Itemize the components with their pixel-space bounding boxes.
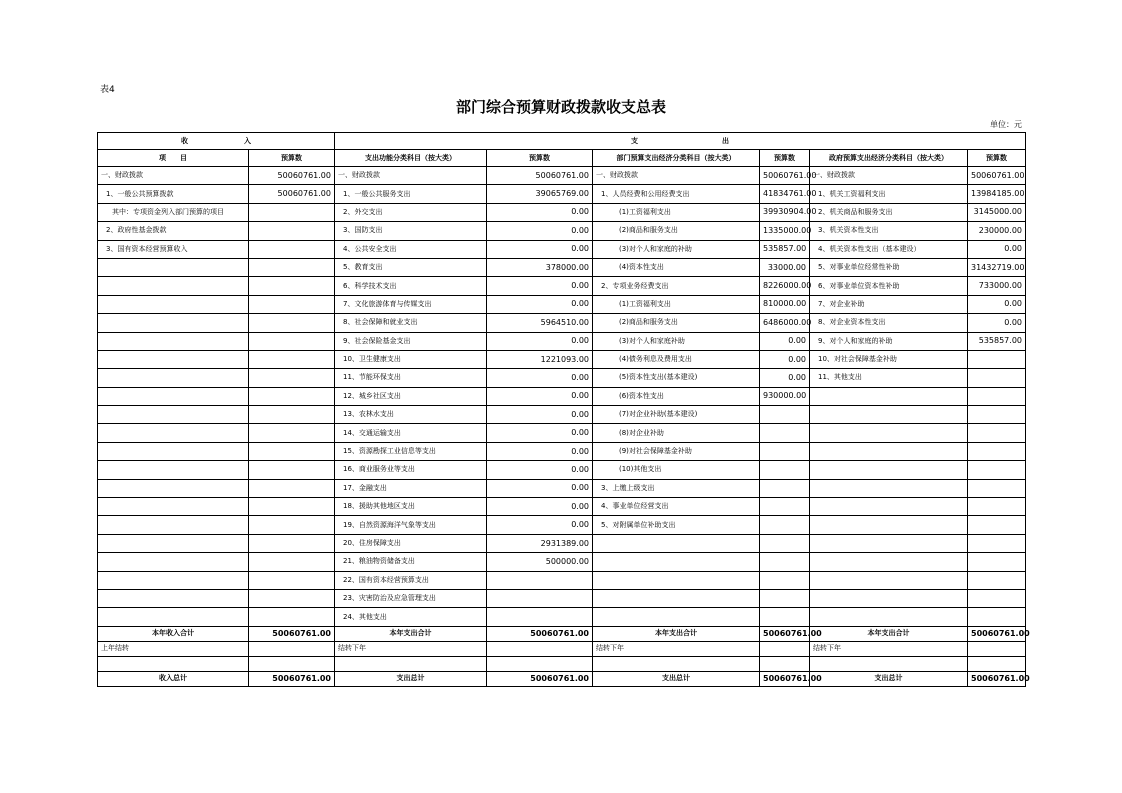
dept-economic-budget-cell: 33000.00 bbox=[760, 258, 810, 276]
income-budget-cell bbox=[249, 461, 335, 479]
gov-economic-budget-cell: 50060761.00 bbox=[968, 167, 1026, 185]
function-budget-cell bbox=[487, 641, 593, 656]
gov-economic-budget-cell: 230000.00 bbox=[968, 222, 1026, 240]
income-budget-cell bbox=[249, 406, 335, 424]
income-budget-cell bbox=[249, 203, 335, 221]
function-budget-cell: 0.00 bbox=[487, 424, 593, 442]
table-row bbox=[98, 608, 1026, 626]
function-budget-cell: 0.00 bbox=[487, 369, 593, 387]
table-row bbox=[98, 442, 1026, 460]
dept-economic-item-cell: (7)对企业补助(基本建设) bbox=[593, 406, 760, 424]
function-item-cell bbox=[335, 656, 487, 671]
function-budget-cell: 0.00 bbox=[487, 498, 593, 516]
dept-economic-item-cell: 4、事业单位经营支出 bbox=[593, 498, 760, 516]
gov-economic-budget-cell bbox=[968, 479, 1026, 497]
table-row bbox=[98, 222, 1026, 240]
income-item-cell bbox=[98, 516, 249, 534]
income-budget-cell bbox=[249, 553, 335, 571]
dept-economic-budget-cell: 0.00 bbox=[760, 369, 810, 387]
gov-economic-item-cell: 3、机关资本性支出 bbox=[810, 222, 968, 240]
function-budget-cell: 0.00 bbox=[487, 442, 593, 460]
function-budget-cell: 0.00 bbox=[487, 387, 593, 405]
income-item-cell bbox=[98, 589, 249, 607]
function-budget-cell: 50060761.00 bbox=[487, 167, 593, 185]
gov-economic-budget-cell: 0.00 bbox=[968, 314, 1026, 332]
income-budget-cell: 50060761.00 bbox=[249, 185, 335, 203]
gov-economic-item-cell: 本年支出合计 bbox=[810, 626, 968, 641]
income-budget-cell: 50060761.00 bbox=[249, 626, 335, 641]
income-budget-cell bbox=[249, 571, 335, 589]
function-budget-cell: 0.00 bbox=[487, 461, 593, 479]
table-row bbox=[98, 479, 1026, 497]
function-budget-cell bbox=[487, 608, 593, 626]
function-item-cell: 18、援助其他地区支出 bbox=[335, 498, 487, 516]
col-header-budget: 预算数 bbox=[249, 150, 335, 167]
function-item-cell: 4、公共安全支出 bbox=[335, 240, 487, 258]
income-budget-cell bbox=[249, 641, 335, 656]
function-item-cell: 14、交通运输支出 bbox=[335, 424, 487, 442]
year-total-row bbox=[98, 626, 1026, 641]
income-item-cell: 1、一般公共预算拨款 bbox=[98, 185, 249, 203]
gov-economic-budget-cell bbox=[968, 589, 1026, 607]
function-budget-cell: 0.00 bbox=[487, 332, 593, 350]
function-item-cell: 24、其他支出 bbox=[335, 608, 487, 626]
gov-economic-budget-cell bbox=[968, 553, 1026, 571]
dept-economic-budget-cell: 50060761.00 bbox=[760, 671, 810, 686]
table-row bbox=[98, 295, 1026, 313]
gov-economic-budget-cell bbox=[968, 516, 1026, 534]
dept-economic-budget-cell bbox=[760, 534, 810, 552]
gov-economic-item-cell bbox=[810, 534, 968, 552]
dept-economic-budget-cell: 50060761.00 bbox=[760, 167, 810, 185]
function-item-cell: 支出总计 bbox=[335, 671, 487, 686]
dept-economic-item-cell: (2)商品和服务支出 bbox=[593, 222, 760, 240]
income-item-cell bbox=[98, 387, 249, 405]
dept-economic-item-cell bbox=[593, 534, 760, 552]
income-header: 收 入 bbox=[98, 133, 335, 150]
dept-economic-item-cell: (9)对社会保障基金补助 bbox=[593, 442, 760, 460]
gov-economic-item-cell: 11、其他支出 bbox=[810, 369, 968, 387]
dept-economic-budget-cell bbox=[760, 424, 810, 442]
table-row bbox=[98, 424, 1026, 442]
dept-economic-item-cell: (3)对个人和家庭补助 bbox=[593, 332, 760, 350]
dept-economic-item-cell: 5、对附属单位补助支出 bbox=[593, 516, 760, 534]
dept-economic-item-cell: (10)其他支出 bbox=[593, 461, 760, 479]
gov-economic-item-cell: 1、机关工资福利支出 bbox=[810, 185, 968, 203]
unit-label: 单位：元 bbox=[990, 120, 1022, 129]
dept-economic-budget-cell: 930000.00 bbox=[760, 387, 810, 405]
function-budget-cell: 0.00 bbox=[487, 479, 593, 497]
dept-economic-budget-cell bbox=[760, 406, 810, 424]
income-budget-cell bbox=[249, 369, 335, 387]
gov-economic-item-cell: 5、对事业单位经常性补助 bbox=[810, 258, 968, 276]
col-header-gov-economic: 政府预算支出经济分类科目（按大类） bbox=[810, 150, 968, 167]
gov-economic-budget-cell: 535857.00 bbox=[968, 332, 1026, 350]
gov-economic-budget-cell bbox=[968, 461, 1026, 479]
table-row bbox=[98, 350, 1026, 368]
function-item-cell: 22、国有资本经营预算支出 bbox=[335, 571, 487, 589]
income-budget-cell bbox=[249, 479, 335, 497]
dept-economic-budget-cell bbox=[760, 553, 810, 571]
gov-economic-budget-cell bbox=[968, 571, 1026, 589]
dept-economic-item-cell: 结转下年 bbox=[593, 641, 760, 656]
income-item-cell bbox=[98, 369, 249, 387]
dept-economic-budget-cell: 8226000.00 bbox=[760, 277, 810, 295]
gov-economic-budget-cell: 50060761.00 bbox=[968, 671, 1026, 686]
function-budget-cell: 0.00 bbox=[487, 277, 593, 295]
income-item-cell bbox=[98, 258, 249, 276]
table-row bbox=[98, 277, 1026, 295]
table-row bbox=[98, 332, 1026, 350]
table-label: 表4 bbox=[100, 85, 115, 95]
function-item-cell: 9、社会保险基金支出 bbox=[335, 332, 487, 350]
dept-economic-item-cell: 本年支出合计 bbox=[593, 626, 760, 641]
income-budget-cell bbox=[249, 387, 335, 405]
gov-economic-item-cell bbox=[810, 461, 968, 479]
income-budget-cell bbox=[249, 332, 335, 350]
function-budget-cell bbox=[487, 571, 593, 589]
table-row bbox=[98, 553, 1026, 571]
budget-table bbox=[97, 132, 1030, 687]
gov-economic-budget-cell: 3145000.00 bbox=[968, 203, 1026, 221]
income-item-cell bbox=[98, 332, 249, 350]
income-item-cell bbox=[98, 553, 249, 571]
dept-economic-budget-cell: 41834761.00 bbox=[760, 185, 810, 203]
dept-economic-item-cell bbox=[593, 656, 760, 671]
income-item-cell bbox=[98, 479, 249, 497]
col-header-budget: 预算数 bbox=[487, 150, 593, 167]
gov-economic-budget-cell: 0.00 bbox=[968, 240, 1026, 258]
gov-economic-budget-cell: 733000.00 bbox=[968, 277, 1026, 295]
function-item-cell: 2、外交支出 bbox=[335, 203, 487, 221]
function-item-cell: 11、节能环保支出 bbox=[335, 369, 487, 387]
dept-economic-item-cell: (1)工资福利支出 bbox=[593, 295, 760, 313]
table-row bbox=[98, 571, 1026, 589]
gov-economic-item-cell: 支出总计 bbox=[810, 671, 968, 686]
gov-economic-item-cell bbox=[810, 424, 968, 442]
col-header-budget: 预算数 bbox=[760, 150, 810, 167]
function-budget-cell: 5964510.00 bbox=[487, 314, 593, 332]
income-budget-cell bbox=[249, 314, 335, 332]
table-row bbox=[98, 167, 1026, 185]
dept-economic-item-cell: (1)工资福利支出 bbox=[593, 203, 760, 221]
function-item-cell: 17、金融支出 bbox=[335, 479, 487, 497]
gov-economic-item-cell: 结转下年 bbox=[810, 641, 968, 656]
function-item-cell: 结转下年 bbox=[335, 641, 487, 656]
function-item-cell: 3、国防支出 bbox=[335, 222, 487, 240]
dept-economic-budget-cell: 50060761.00 bbox=[760, 626, 810, 641]
col-header-item: 项 目 bbox=[98, 150, 249, 167]
income-budget-cell bbox=[249, 222, 335, 240]
income-item-cell bbox=[98, 424, 249, 442]
gov-economic-item-cell: 2、机关商品和服务支出 bbox=[810, 203, 968, 221]
income-item-cell bbox=[98, 406, 249, 424]
income-item-cell: 3、国有资本经营预算收入 bbox=[98, 240, 249, 258]
income-item-cell: 其中：专项资金列入部门预算的项目 bbox=[98, 203, 249, 221]
income-budget-cell bbox=[249, 295, 335, 313]
income-item-cell: 一、财政拨款 bbox=[98, 167, 249, 185]
income-budget-cell bbox=[249, 442, 335, 460]
income-budget-cell bbox=[249, 350, 335, 368]
dept-economic-budget-cell bbox=[760, 571, 810, 589]
function-item-cell: 5、教育支出 bbox=[335, 258, 487, 276]
function-budget-cell: 500000.00 bbox=[487, 553, 593, 571]
header-group-row bbox=[98, 133, 1026, 150]
gov-economic-item-cell: 4、机关资本性支出（基本建设） bbox=[810, 240, 968, 258]
dept-economic-item-cell: (5)资本性支出(基本建设) bbox=[593, 369, 760, 387]
income-budget-cell bbox=[249, 589, 335, 607]
function-item-cell: 本年支出合计 bbox=[335, 626, 487, 641]
blank-row bbox=[98, 656, 1026, 671]
dept-economic-budget-cell bbox=[760, 461, 810, 479]
income-budget-cell bbox=[249, 656, 335, 671]
table-row bbox=[98, 369, 1026, 387]
gov-economic-item-cell: 一、财政拨款 bbox=[810, 167, 968, 185]
function-item-cell: 一、财政拨款 bbox=[335, 167, 487, 185]
table-row bbox=[98, 258, 1026, 276]
dept-economic-item-cell bbox=[593, 589, 760, 607]
gov-economic-item-cell: 7、对企业补助 bbox=[810, 295, 968, 313]
function-budget-cell: 0.00 bbox=[487, 203, 593, 221]
dept-economic-item-cell bbox=[593, 571, 760, 589]
function-budget-cell bbox=[487, 589, 593, 607]
gov-economic-budget-cell: 0.00 bbox=[968, 295, 1026, 313]
table-row bbox=[98, 387, 1026, 405]
function-item-cell: 13、农林水支出 bbox=[335, 406, 487, 424]
income-item-cell bbox=[98, 656, 249, 671]
gov-economic-item-cell bbox=[810, 608, 968, 626]
dept-economic-item-cell: (6)资本性支出 bbox=[593, 387, 760, 405]
income-item-cell bbox=[98, 350, 249, 368]
function-item-cell: 21、粮油物资储备支出 bbox=[335, 553, 487, 571]
dept-economic-budget-cell: 6486000.00 bbox=[760, 314, 810, 332]
grand-total-row bbox=[98, 671, 1026, 686]
dept-economic-item-cell: (8)对企业补助 bbox=[593, 424, 760, 442]
income-budget-cell: 50060761.00 bbox=[249, 167, 335, 185]
dept-economic-item-cell: 一、财政拨款 bbox=[593, 167, 760, 185]
gov-economic-budget-cell bbox=[968, 656, 1026, 671]
income-item-cell bbox=[98, 608, 249, 626]
expense-header: 支 出 bbox=[335, 133, 1026, 150]
income-item-cell bbox=[98, 314, 249, 332]
col-header-budget: 预算数 bbox=[968, 150, 1026, 167]
dept-economic-item-cell: (4)债务利息及费用支出 bbox=[593, 350, 760, 368]
gov-economic-budget-cell bbox=[968, 641, 1026, 656]
income-item-cell bbox=[98, 461, 249, 479]
function-budget-cell: 0.00 bbox=[487, 516, 593, 534]
function-budget-cell: 1221093.00 bbox=[487, 350, 593, 368]
dept-economic-budget-cell: 1335000.00 bbox=[760, 222, 810, 240]
dept-economic-budget-cell: 535857.00 bbox=[760, 240, 810, 258]
function-budget-cell: 0.00 bbox=[487, 240, 593, 258]
income-budget-cell bbox=[249, 240, 335, 258]
function-budget-cell: 378000.00 bbox=[487, 258, 593, 276]
gov-economic-budget-cell bbox=[968, 442, 1026, 460]
table-row bbox=[98, 534, 1026, 552]
col-header-dept-economic: 部门预算支出经济分类科目（按大类） bbox=[593, 150, 760, 167]
gov-economic-item-cell: 6、对事业单位资本性补助 bbox=[810, 277, 968, 295]
gov-economic-item-cell bbox=[810, 406, 968, 424]
function-budget-cell: 0.00 bbox=[487, 406, 593, 424]
income-item-cell bbox=[98, 295, 249, 313]
gov-economic-item-cell: 8、对企业资本性支出 bbox=[810, 314, 968, 332]
dept-economic-budget-cell: 810000.00 bbox=[760, 295, 810, 313]
dept-economic-item-cell: 2、专项业务经费支出 bbox=[593, 277, 760, 295]
gov-economic-item-cell: 10、对社会保障基金补助 bbox=[810, 350, 968, 368]
gov-economic-budget-cell bbox=[968, 534, 1026, 552]
dept-economic-budget-cell bbox=[760, 656, 810, 671]
dept-economic-budget-cell bbox=[760, 479, 810, 497]
income-item-cell bbox=[98, 534, 249, 552]
gov-economic-item-cell: 9、对个人和家庭的补助 bbox=[810, 332, 968, 350]
gov-economic-item-cell bbox=[810, 498, 968, 516]
gov-economic-item-cell bbox=[810, 479, 968, 497]
dept-economic-budget-cell bbox=[760, 608, 810, 626]
gov-economic-budget-cell bbox=[968, 498, 1026, 516]
function-budget-cell bbox=[487, 656, 593, 671]
income-budget-cell bbox=[249, 516, 335, 534]
gov-economic-budget-cell bbox=[968, 350, 1026, 368]
table-row bbox=[98, 516, 1026, 534]
income-budget-cell bbox=[249, 498, 335, 516]
function-item-cell: 19、自然资源海洋气象等支出 bbox=[335, 516, 487, 534]
gov-economic-budget-cell bbox=[968, 369, 1026, 387]
income-budget-cell bbox=[249, 258, 335, 276]
gov-economic-budget-cell: 31432719.00 bbox=[968, 258, 1026, 276]
function-budget-cell: 50060761.00 bbox=[487, 626, 593, 641]
function-item-cell: 8、社会保障和就业支出 bbox=[335, 314, 487, 332]
function-item-cell: 6、科学技术支出 bbox=[335, 277, 487, 295]
function-item-cell: 15、资源勘探工业信息等支出 bbox=[335, 442, 487, 460]
function-budget-cell: 50060761.00 bbox=[487, 671, 593, 686]
dept-economic-item-cell: (3)对个人和家庭的补助 bbox=[593, 240, 760, 258]
function-item-cell: 12、城乡社区支出 bbox=[335, 387, 487, 405]
gov-economic-item-cell bbox=[810, 553, 968, 571]
gov-economic-budget-cell: 13984185.00 bbox=[968, 185, 1026, 203]
gov-economic-budget-cell: 50060761.00 bbox=[968, 626, 1026, 641]
dept-economic-item-cell: 3、上缴上级支出 bbox=[593, 479, 760, 497]
function-budget-cell: 39065769.00 bbox=[487, 185, 593, 203]
income-item-cell: 收入总计 bbox=[98, 671, 249, 686]
dept-economic-budget-cell: 0.00 bbox=[760, 350, 810, 368]
function-item-cell: 16、商业服务业等支出 bbox=[335, 461, 487, 479]
income-budget-cell bbox=[249, 534, 335, 552]
gov-economic-item-cell bbox=[810, 516, 968, 534]
function-budget-cell: 0.00 bbox=[487, 295, 593, 313]
carry-row bbox=[98, 641, 1026, 656]
dept-economic-budget-cell bbox=[760, 589, 810, 607]
income-item-cell: 上年结转 bbox=[98, 641, 249, 656]
income-budget-cell bbox=[249, 277, 335, 295]
income-item-cell bbox=[98, 571, 249, 589]
income-item-cell bbox=[98, 277, 249, 295]
dept-economic-budget-cell bbox=[760, 442, 810, 460]
function-item-cell: 23、灾害防治及应急管理支出 bbox=[335, 589, 487, 607]
column-header-row bbox=[98, 150, 1026, 167]
col-header-function: 支出功能分类科目（按大类） bbox=[335, 150, 487, 167]
dept-economic-item-cell bbox=[593, 553, 760, 571]
income-item-cell bbox=[98, 498, 249, 516]
gov-economic-budget-cell bbox=[968, 406, 1026, 424]
income-item-cell bbox=[98, 442, 249, 460]
gov-economic-item-cell bbox=[810, 442, 968, 460]
function-item-cell: 10、卫生健康支出 bbox=[335, 350, 487, 368]
gov-economic-budget-cell bbox=[968, 387, 1026, 405]
table-row bbox=[98, 406, 1026, 424]
function-item-cell: 7、文化旅游体育与传媒支出 bbox=[335, 295, 487, 313]
table-row bbox=[98, 498, 1026, 516]
dept-economic-budget-cell bbox=[760, 641, 810, 656]
gov-economic-item-cell bbox=[810, 656, 968, 671]
table-row bbox=[98, 314, 1026, 332]
page-title: 部门综合预算财政拨款收支总表 bbox=[455, 98, 666, 116]
income-budget-cell bbox=[249, 608, 335, 626]
dept-economic-item-cell: (4)资本性支出 bbox=[593, 258, 760, 276]
gov-economic-budget-cell bbox=[968, 608, 1026, 626]
dept-economic-budget-cell bbox=[760, 498, 810, 516]
dept-economic-item-cell bbox=[593, 608, 760, 626]
dept-economic-item-cell: 1、人员经费和公用经费支出 bbox=[593, 185, 760, 203]
dept-economic-budget-cell: 39930904.00 bbox=[760, 203, 810, 221]
gov-economic-item-cell bbox=[810, 571, 968, 589]
function-item-cell: 20、住房保障支出 bbox=[335, 534, 487, 552]
dept-economic-budget-cell: 0.00 bbox=[760, 332, 810, 350]
table-row bbox=[98, 461, 1026, 479]
income-item-cell: 本年收入合计 bbox=[98, 626, 249, 641]
income-budget-cell bbox=[249, 424, 335, 442]
function-budget-cell: 2931389.00 bbox=[487, 534, 593, 552]
function-budget-cell: 0.00 bbox=[487, 222, 593, 240]
table-row bbox=[98, 185, 1026, 203]
dept-economic-item-cell: (2)商品和服务支出 bbox=[593, 314, 760, 332]
income-item-cell: 2、政府性基金拨款 bbox=[98, 222, 249, 240]
table-row bbox=[98, 589, 1026, 607]
gov-economic-budget-cell bbox=[968, 424, 1026, 442]
dept-economic-budget-cell bbox=[760, 516, 810, 534]
table-row bbox=[98, 203, 1026, 221]
gov-economic-item-cell bbox=[810, 387, 968, 405]
table-row bbox=[98, 240, 1026, 258]
dept-economic-item-cell: 支出总计 bbox=[593, 671, 760, 686]
income-budget-cell: 50060761.00 bbox=[249, 671, 335, 686]
function-item-cell: 1、一般公共服务支出 bbox=[335, 185, 487, 203]
gov-economic-item-cell bbox=[810, 589, 968, 607]
